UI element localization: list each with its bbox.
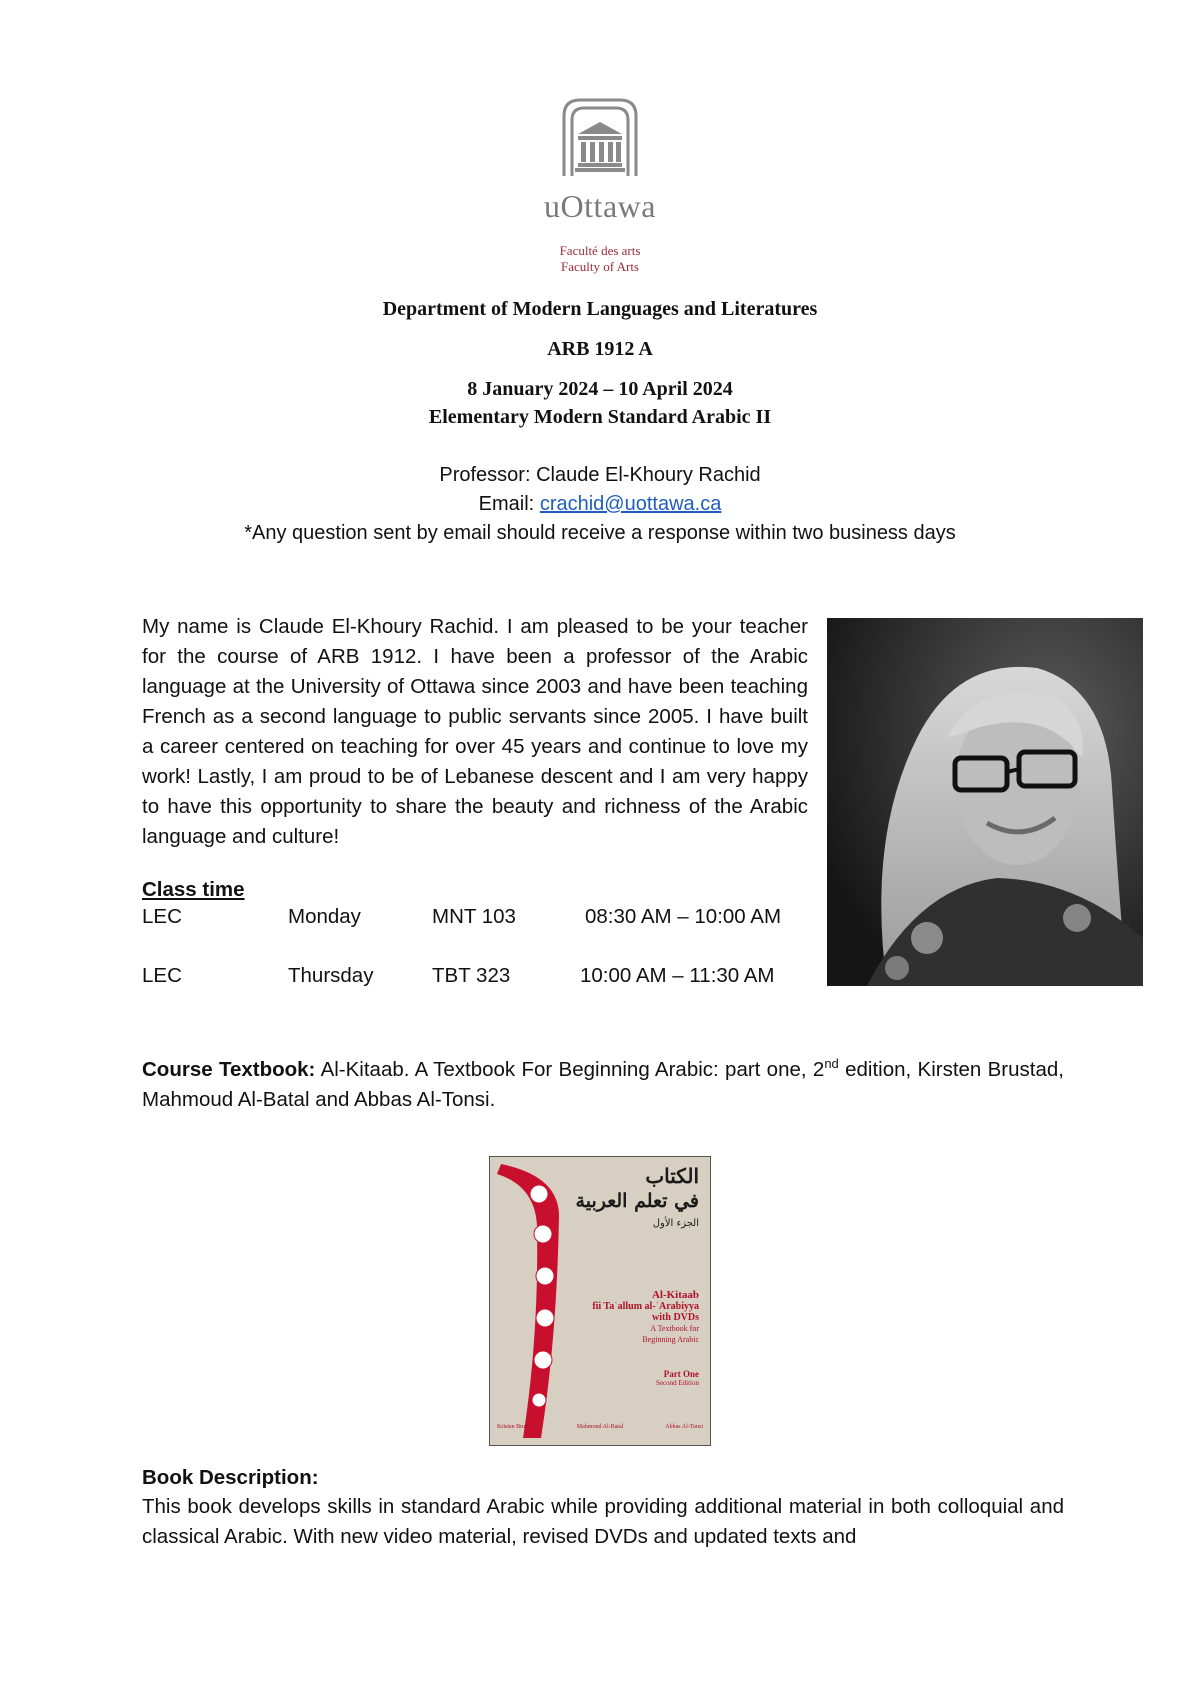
cover-latin-title-1: Al-Kitaab (651, 1289, 699, 1301)
class-type: LEC (142, 964, 182, 987)
email-link[interactable]: crachid@uottawa.ca (539, 493, 722, 515)
textbook-label: Course Textbook: (142, 1057, 316, 1081)
email-response-note: *Any question sent by email should receive a response within two business days (244, 522, 956, 544)
logo-faculty-fr: Faculté des arts (559, 243, 641, 258)
cover-arabic-title-2: في تعلم العربية (575, 1190, 699, 1212)
cover-author: Abbas Al-Tonsi (665, 1424, 703, 1430)
department-heading: Department of Modern Languages and Literatures (382, 298, 818, 320)
cover-author: Mahmoud Al-Batal (576, 1424, 624, 1430)
class-time-title: Class time (142, 878, 245, 901)
email-line (0, 493, 1200, 516)
textbook-cover (489, 1156, 711, 1446)
class-type: LEC (142, 905, 182, 928)
cover-latin-title (592, 1290, 699, 1345)
professor-line (0, 464, 1200, 487)
professor-bio: My name is Claude El-Khoury Rachid. I am pleased to be your teacher for the course of ARB 1912. I have been a professor of the Arabic language at the University of Ottawa since 2003 and have been teaching French as a second language to public servants since 2005. I have built a career centered on teaching for over 45 years and continue to love my work! Lastly, I am proud to be of Lebanese descent and I am very happy to have this opportunity to share the beauty and richness of the Arabic language and culture! (142, 615, 808, 848)
cover-latin-title-2: fii Taʿallum al-ʿArabiyya (592, 1301, 699, 1312)
professor-photo (827, 618, 1143, 986)
professor-name: Claude El-Khoury Rachid (536, 464, 761, 486)
cover-part: Part One (663, 1369, 699, 1379)
course-title: Elementary Modern Standard Arabic II (428, 406, 772, 428)
class-hours: 08:30 AM – 10:00 AM (585, 905, 782, 928)
class-room: MNT 103 (432, 905, 516, 928)
professor-label: Professor: (439, 464, 531, 486)
cover-latin-title-3: with DVDs (652, 1312, 699, 1323)
logo-faculty-en: Faculty of Arts (561, 259, 639, 274)
university-logo (0, 96, 1200, 275)
portrait-image (827, 618, 1143, 986)
cover-subtitle-1: A Textbook for (650, 1324, 699, 1333)
class-room: TBT 323 (432, 964, 511, 987)
cover-edition: Second Edition (656, 1379, 699, 1387)
textbook-text-1: Al-Kitaab. A Textbook For Beginning Arabic: part one, 2 (320, 1057, 825, 1081)
logo-wordmark: uOttawa (544, 188, 656, 224)
course-code: ARB 1912 A (547, 338, 653, 360)
cover-author: Kristen Brustad (497, 1424, 535, 1430)
cover-subtitle-2: Beginning Arabic (642, 1335, 699, 1344)
class-day: Monday (288, 905, 361, 928)
book-description-title: Book Description: (142, 1466, 319, 1489)
cover-part-info (656, 1370, 699, 1388)
course-textbook (142, 1049, 1064, 1115)
class-day: Thursday (288, 964, 374, 987)
university-building-icon (558, 96, 642, 180)
class-hours: 10:00 AM – 11:30 AM (580, 964, 775, 987)
book-description-text: This book develops skills in standard Arabic while providing additional material in both colloquial and classical Arabic. With new video material, revised DVDs and updated texts and (142, 1495, 1064, 1548)
cover-arabic-part: الجزء الأول (652, 1218, 699, 1229)
textbook-sup: nd (824, 1056, 839, 1071)
email-label: Email: (478, 493, 535, 515)
cover-arabic-title-1: الكتاب (645, 1164, 699, 1188)
textbook-text-2: edition, Kirsten Brustad, Mahmoud Al-Batal and Abbas Al-Tonsi. (142, 1057, 1064, 1111)
course-dates: 8 January 2024 – 10 April 2024 (467, 378, 733, 400)
cover-authors (497, 1424, 703, 1430)
